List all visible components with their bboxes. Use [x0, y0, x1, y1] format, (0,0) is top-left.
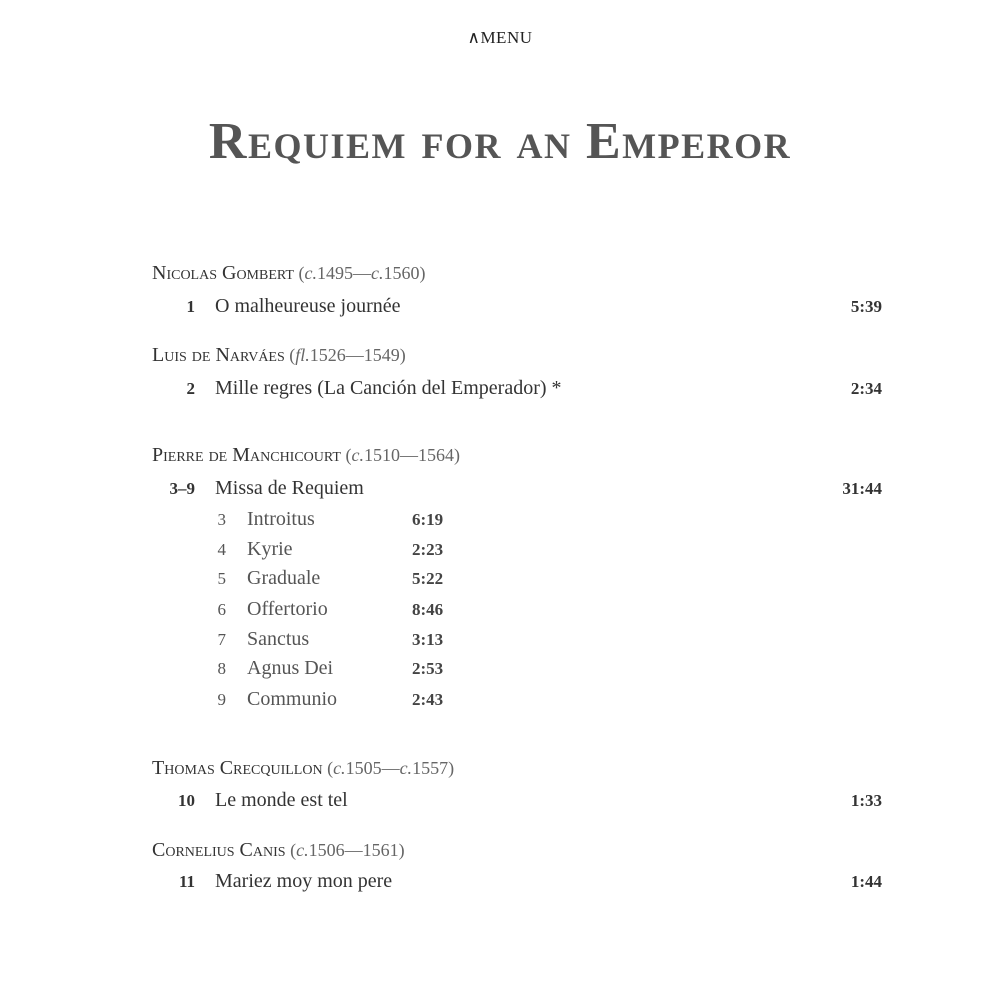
- menu-label: MENU: [480, 28, 533, 47]
- movement-title: Introitus: [247, 508, 315, 530]
- track-number: 1: [186, 297, 195, 316]
- movement-number: 8: [217, 659, 226, 678]
- track-row[interactable]: [0, 377, 1000, 403]
- movement-duration: 2:53: [412, 659, 444, 678]
- track-row[interactable]: [0, 789, 1000, 815]
- composer-name: Thomas Crecquillon: [152, 757, 323, 779]
- composer-heading: [152, 262, 425, 288]
- track-row[interactable]: [0, 477, 1000, 503]
- page-title: Requiem for an Emperor: [208, 113, 792, 170]
- movement-duration: 2:23: [412, 540, 444, 559]
- movement-title: Communio: [247, 688, 338, 710]
- movement-number: 9: [217, 690, 226, 709]
- track-title: O malheureuse journée: [215, 295, 401, 317]
- composer-dates: (c.1495—c.1560): [293, 263, 426, 283]
- track-title: Le monde est tel: [215, 789, 348, 811]
- movement-title: Sanctus: [247, 628, 310, 650]
- track-number: 11: [178, 872, 195, 891]
- movement-title: Offertorio: [247, 598, 328, 620]
- track-row[interactable]: [0, 870, 1000, 896]
- movement-row[interactable]: [0, 538, 1000, 564]
- movement-row[interactable]: [0, 628, 1000, 654]
- composer-heading: [152, 444, 460, 470]
- movement-number: 4: [217, 540, 226, 559]
- track-duration: 2:34: [850, 379, 882, 398]
- track-row[interactable]: [0, 295, 1000, 321]
- movement-number: 5: [217, 569, 226, 588]
- composer-dates: (c.1506—1561): [285, 840, 405, 860]
- movement-row[interactable]: [0, 657, 1000, 683]
- movement-row[interactable]: [0, 508, 1000, 534]
- movement-number: 3: [217, 510, 226, 529]
- track-duration: 5:39: [850, 297, 882, 316]
- movement-duration: 2:43: [412, 690, 444, 709]
- track-number: 2: [186, 379, 195, 398]
- movement-title: Kyrie: [247, 538, 293, 560]
- movement-duration: 8:46: [412, 600, 444, 619]
- track-title: Mille regres (La Canción del Emperador) *: [215, 377, 562, 399]
- track-title: Missa de Requiem: [215, 477, 364, 499]
- track-title: Mariez moy mon pere: [215, 870, 393, 892]
- movement-number: 7: [217, 630, 226, 649]
- movement-number: 6: [217, 600, 226, 619]
- track-number: 10: [178, 791, 195, 810]
- movement-duration: 6:19: [412, 510, 444, 529]
- movement-duration: 5:22: [412, 569, 444, 588]
- movement-duration: 3:13: [412, 630, 444, 649]
- track-number: 3–9: [169, 479, 195, 498]
- track-duration: 1:44: [850, 872, 882, 891]
- track-duration: 1:33: [850, 791, 882, 810]
- composer-dates: (c.1505—c.1557): [322, 758, 455, 778]
- composer-name: Cornelius Canis: [152, 839, 286, 861]
- movement-row[interactable]: [0, 598, 1000, 624]
- composer-name: Nicolas Gombert: [152, 262, 294, 284]
- composer-dates: (fl.1526—1549): [284, 345, 406, 365]
- menu-button[interactable]: [0, 28, 1000, 48]
- composer-heading: [152, 344, 406, 370]
- track-duration: 31:44: [842, 479, 882, 498]
- composer-heading: [152, 757, 454, 783]
- movement-row[interactable]: [0, 567, 1000, 593]
- caret-up-icon: ∧: [467, 28, 481, 47]
- movement-title: Graduale: [247, 567, 321, 589]
- composer-name: Luis de Narváes: [152, 344, 285, 366]
- composer-dates: (c.1510—1564): [340, 445, 460, 465]
- composer-heading: [152, 839, 405, 865]
- composer-name: Pierre de Manchicourt: [152, 444, 341, 466]
- movement-title: Agnus Dei: [247, 657, 334, 679]
- movement-row[interactable]: [0, 688, 1000, 714]
